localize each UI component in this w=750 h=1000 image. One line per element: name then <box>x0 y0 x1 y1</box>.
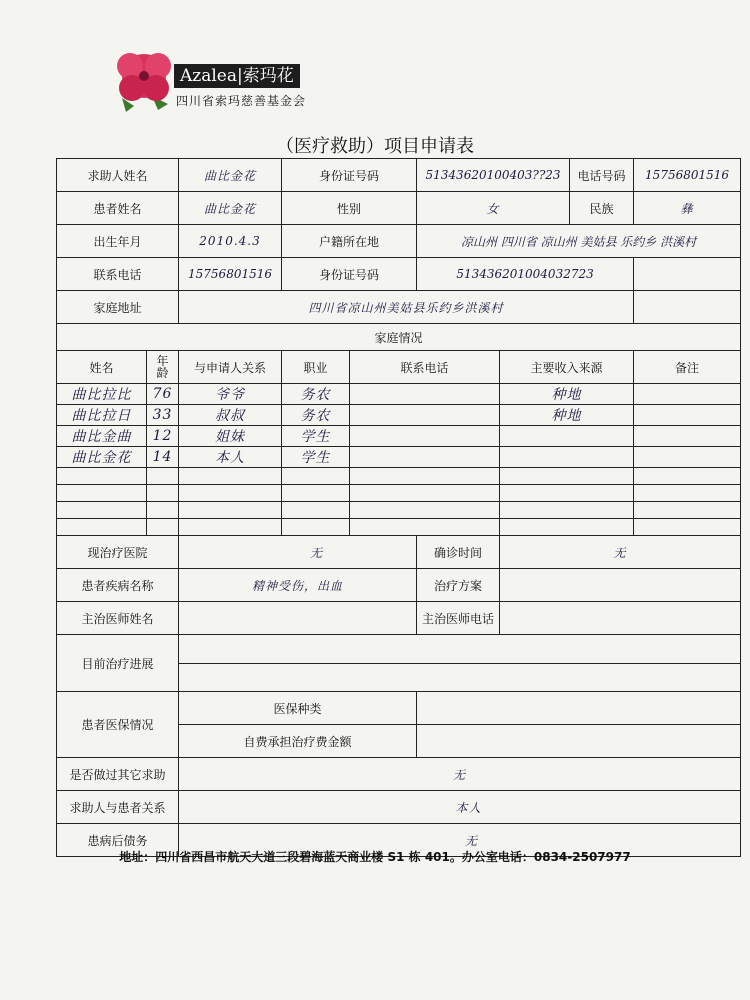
label-diag-time: 确诊时间 <box>417 536 500 569</box>
label-id-number: 身份证号码 <box>282 159 417 192</box>
progress-line-2[interactable] <box>179 663 741 692</box>
family-age[interactable] <box>147 519 179 536</box>
blank-cell <box>634 291 741 324</box>
family-job[interactable]: 学生 <box>282 447 350 468</box>
family-row <box>57 426 741 447</box>
family-relation[interactable]: 本人 <box>179 447 282 468</box>
label-hukou: 户籍所在地 <box>282 225 417 258</box>
ethnicity-value[interactable]: 彝 <box>634 192 741 225</box>
label-relation: 求助人与患者关系 <box>57 791 179 824</box>
family-income[interactable] <box>500 426 634 447</box>
label-id-number-2: 身份证号码 <box>282 258 417 291</box>
family-row <box>57 485 741 502</box>
family-income[interactable] <box>500 502 634 519</box>
azalea-flower-icon <box>112 46 176 116</box>
address-value[interactable]: 四川省凉山州美姑县乐约乡洪溪村 <box>179 291 634 324</box>
family-income[interactable]: 种地 <box>500 405 634 426</box>
hukou-value[interactable]: 凉山州 四川省 凉山州 美姑县 乐约乡 洪溪村 <box>417 225 741 258</box>
family-age[interactable]: 33 <box>147 405 179 426</box>
family-phone[interactable] <box>350 384 500 405</box>
label-debt: 患病后债务 <box>57 824 179 857</box>
label-ins-type: 医保种类 <box>179 692 417 725</box>
family-relation[interactable] <box>179 468 282 485</box>
family-name[interactable]: 曲比金花 <box>57 447 147 468</box>
label-other-help: 是否做过其它求助 <box>57 758 179 791</box>
label-phone-number: 电话号码 <box>570 159 634 192</box>
form-title: （医疗救助）项目申请表 <box>276 136 474 157</box>
family-row <box>57 447 741 468</box>
family-phone[interactable] <box>350 447 500 468</box>
family-income[interactable] <box>500 519 634 536</box>
family-age[interactable]: 14 <box>147 447 179 468</box>
foundation-logo <box>112 44 312 118</box>
family-phone[interactable] <box>350 468 500 485</box>
family-section-title: 家庭情况 <box>57 324 741 351</box>
family-job[interactable] <box>282 519 350 536</box>
family-note[interactable] <box>634 502 741 519</box>
family-job[interactable]: 务农 <box>282 384 350 405</box>
family-name[interactable] <box>57 502 147 519</box>
family-income[interactable] <box>500 468 634 485</box>
family-relation[interactable]: 叔叔 <box>179 405 282 426</box>
plan-value[interactable] <box>500 569 741 602</box>
family-age[interactable]: 76 <box>147 384 179 405</box>
col-age-header: 年龄 <box>147 351 179 384</box>
family-relation[interactable]: 姐妹 <box>179 426 282 447</box>
family-note[interactable] <box>634 447 741 468</box>
family-name[interactable] <box>57 485 147 502</box>
col-note-header: 备注 <box>634 351 741 384</box>
family-note[interactable] <box>634 384 741 405</box>
ins-type-value[interactable] <box>417 692 741 725</box>
family-name[interactable]: 曲比拉日 <box>57 405 147 426</box>
family-row <box>57 468 741 485</box>
label-patient-name: 患者姓名 <box>57 192 179 225</box>
family-age[interactable] <box>147 502 179 519</box>
blank-cell <box>634 258 741 291</box>
label-doctor-phone: 主治医师电话 <box>417 602 500 635</box>
family-note[interactable] <box>634 405 741 426</box>
family-age[interactable] <box>147 468 179 485</box>
disease-value[interactable]: 精神受伤，出血 <box>179 569 417 602</box>
label-plan: 治疗方案 <box>417 569 500 602</box>
id-number-2-value[interactable]: 513436201004032723 <box>417 258 634 291</box>
phone-number-value[interactable]: 15756801516 <box>634 159 741 192</box>
logo-org-name: 四川省索玛慈善基金会 <box>176 94 307 108</box>
family-income[interactable] <box>500 485 634 502</box>
family-relation[interactable] <box>179 485 282 502</box>
family-phone[interactable] <box>350 519 500 536</box>
label-insurance: 患者医保情况 <box>57 692 179 758</box>
doctor-phone-value[interactable] <box>500 602 741 635</box>
label-self-pay: 自费承担治疗费金额 <box>179 725 417 758</box>
progress-line-1[interactable] <box>179 635 741 664</box>
family-phone[interactable] <box>350 485 500 502</box>
doctor-value[interactable] <box>179 602 417 635</box>
family-age[interactable] <box>147 485 179 502</box>
col-relation-header: 与申请人关系 <box>179 351 282 384</box>
family-age[interactable]: 12 <box>147 426 179 447</box>
family-job[interactable]: 务农 <box>282 405 350 426</box>
family-job[interactable] <box>282 485 350 502</box>
patient-name-value[interactable]: 曲比金花 <box>179 192 282 225</box>
label-disease: 患者疾病名称 <box>57 569 179 602</box>
label-hospital: 现治疗医院 <box>57 536 179 569</box>
birth-value[interactable]: 2010.4.3 <box>179 225 282 258</box>
family-phone[interactable] <box>350 426 500 447</box>
family-name[interactable]: 曲比拉比 <box>57 384 147 405</box>
family-income[interactable] <box>500 447 634 468</box>
label-contact-phone: 联系电话 <box>57 258 179 291</box>
hospital-value[interactable]: 无 <box>179 536 417 569</box>
family-job[interactable] <box>282 502 350 519</box>
applicant-name-value[interactable]: 曲比金花 <box>179 159 282 192</box>
family-phone[interactable] <box>350 405 500 426</box>
relation-value[interactable]: 本人 <box>179 791 741 824</box>
family-income[interactable]: 种地 <box>500 384 634 405</box>
family-name[interactable] <box>57 519 147 536</box>
gender-value[interactable]: 女 <box>417 192 570 225</box>
family-row <box>57 384 741 405</box>
family-job[interactable]: 学生 <box>282 426 350 447</box>
col-income-header: 主要收入来源 <box>500 351 634 384</box>
col-name-header: 姓名 <box>57 351 147 384</box>
family-note[interactable] <box>634 519 741 536</box>
family-name[interactable] <box>57 468 147 485</box>
family-row <box>57 502 741 519</box>
debt-value[interactable]: 无 <box>179 824 741 857</box>
label-address: 家庭地址 <box>57 291 179 324</box>
id-number-value[interactable]: 51343620100403??23 <box>417 159 570 192</box>
label-applicant-name: 求助人姓名 <box>57 159 179 192</box>
family-relation[interactable]: 爷爷 <box>179 384 282 405</box>
label-ethnicity: 民族 <box>570 192 634 225</box>
diag-time-value[interactable]: 无 <box>500 536 741 569</box>
family-note[interactable] <box>634 485 741 502</box>
label-birth: 出生年月 <box>57 225 179 258</box>
family-phone[interactable] <box>350 502 500 519</box>
col-job-header: 职业 <box>282 351 350 384</box>
family-row <box>57 405 741 426</box>
label-gender: 性别 <box>282 192 417 225</box>
footer-address: 地址：四川省西昌市航天大道三段碧海蓝天商业楼 S1 栋 401。办公室电话：0834-2507977 <box>119 850 631 864</box>
family-relation[interactable] <box>179 519 282 536</box>
contact-phone-value[interactable]: 15756801516 <box>179 258 282 291</box>
family-relation[interactable] <box>179 502 282 519</box>
self-pay-value[interactable] <box>417 725 741 758</box>
logo-brand-text: Azalea|索玛花 <box>174 64 300 88</box>
label-doctor: 主治医师姓名 <box>57 602 179 635</box>
family-note[interactable] <box>634 426 741 447</box>
col-phone-header: 联系电话 <box>350 351 500 384</box>
application-form <box>56 158 741 857</box>
family-note[interactable] <box>634 468 741 485</box>
label-progress: 目前治疗进展 <box>57 635 179 692</box>
family-name[interactable]: 曲比金曲 <box>57 426 147 447</box>
family-job[interactable] <box>282 468 350 485</box>
other-help-value[interactable]: 无 <box>179 758 741 791</box>
family-row <box>57 519 741 536</box>
